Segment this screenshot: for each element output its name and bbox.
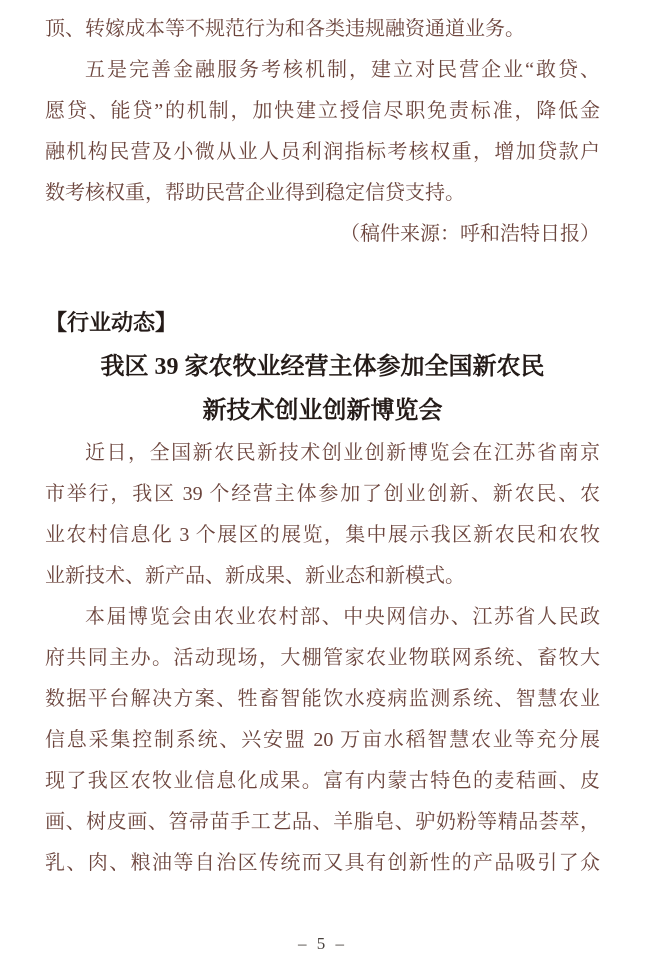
- text-line: 业新技术、新产品、新成果、新业态和新模式。: [45, 565, 465, 587]
- text-line: 现了我区农牧业信息化成果。富有内蒙古特色的麦秸画、皮: [45, 770, 600, 792]
- article-body: [45, 433, 600, 884]
- text-line: 愿贷、能贷”的机制，加快建立授信尽职免责标准，降低金: [45, 100, 600, 122]
- paragraph: [45, 433, 600, 597]
- paragraph: [45, 597, 600, 884]
- article-title-line-1: 我区 39 家农牧业经营主体参加全国新农民: [100, 354, 545, 380]
- source-attribution: （稿件来源：呼和浩特日报）: [340, 223, 600, 245]
- text-line: 画、树皮画、笤帚苗手工艺品、羊脂皂、驴奶粉等精品荟萃，: [45, 811, 600, 833]
- text-line: 业农村信息化 3 个展区的展览，集中展示我区新农民和农牧: [45, 524, 600, 546]
- article-title-line-2: 新技术创业创新博览会: [202, 398, 443, 424]
- text-line: 府共同主办。活动现场，大棚管家农业物联网系统、畜牧大: [45, 647, 600, 669]
- text-line: 市举行，我区 39 个经营主体参加了创业创新、新农民、农: [45, 483, 600, 505]
- text-line: 顶、转嫁成本等不规范行为和各类违规融资通道业务。: [45, 18, 525, 40]
- text-line: 本届博览会由农业农村部、中央网信办、江苏省人民政: [85, 606, 600, 628]
- text-line: 五是完善金融服务考核机制，建立对民营企业“敢贷、: [85, 59, 600, 81]
- paragraph: [45, 50, 600, 214]
- text-line: 数据平台解决方案、牲畜智能饮水疫病监测系统、智慧农业: [45, 688, 600, 710]
- article-title: [45, 345, 600, 433]
- text-line: 近日，全国新农民新技术创业创新博览会在江苏省南京: [85, 442, 600, 464]
- text-line: 融机构民营及小微从业人员利润指标考核权重，增加贷款户: [45, 141, 600, 163]
- paragraph: [45, 9, 600, 50]
- text-line: 信息采集控制系统、兴安盟 20 万亩水稻智慧农业等充分展: [45, 729, 600, 751]
- previous-article-continuation: [45, 9, 600, 214]
- section-header: 【行业动态】: [45, 310, 178, 335]
- text-line: 乳、肉、粮油等自治区传统而又具有创新性的产品吸引了众: [45, 852, 600, 874]
- page-number: – 5 –: [298, 934, 347, 953]
- text-line: 数考核权重，帮助民营企业得到稳定信贷支持。: [45, 182, 465, 204]
